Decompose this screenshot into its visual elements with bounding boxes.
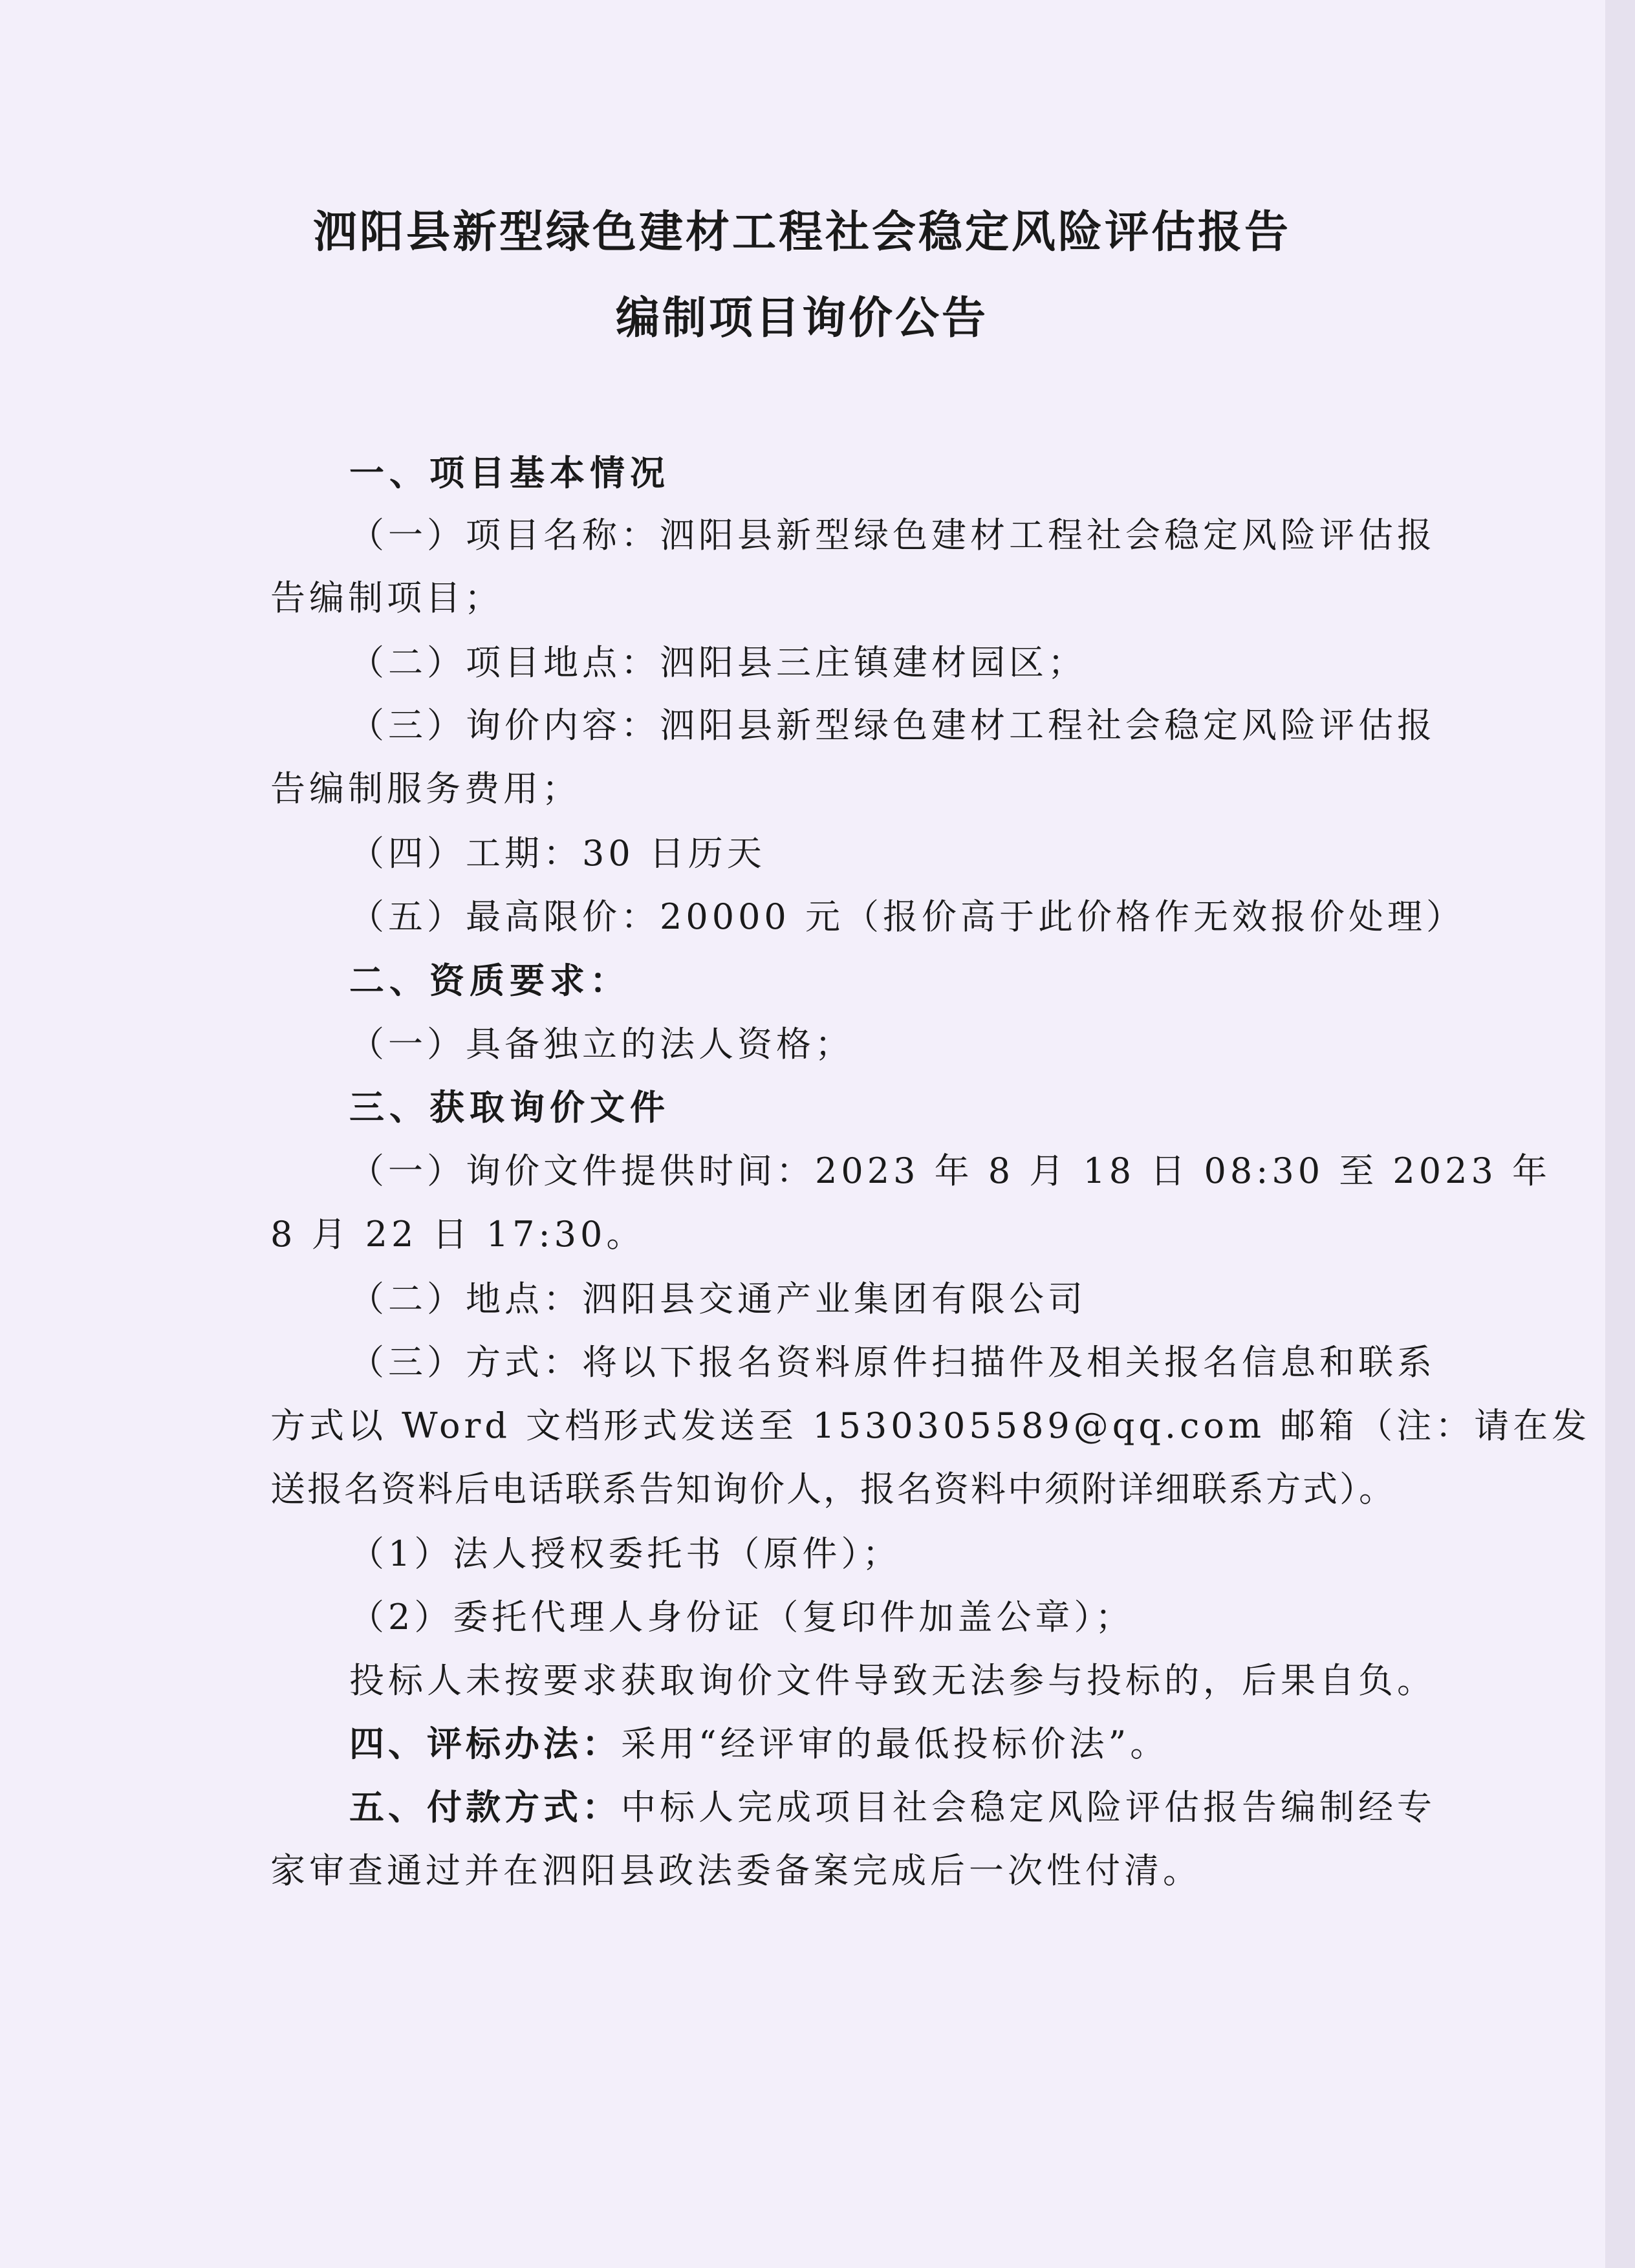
section-2-item-1: （一）具备独立的法人资格；: [349, 1024, 854, 1064]
section-4: [349, 1722, 1169, 1767]
section-1-item-3-line-2: 告编制服务费用；: [270, 768, 581, 809]
section-3-note: 投标人未按要求获取询价文件导致无法参与投标的，后果自负。: [349, 1660, 1436, 1701]
section-5-heading: 五、付款方式：: [349, 1787, 621, 1828]
section-3-doc-2: （2）委托代理人身份证（复印件加盖公章）；: [349, 1597, 1134, 1637]
section-5-text-line-2: 家审查通过并在泗阳县政法委备案完成后一次性付清。: [270, 1850, 1202, 1891]
section-4-text: 采用“经评审的最低投标价法”。: [621, 1723, 1169, 1764]
section-3-item-2: （二）地点：泗阳县交通产业集团有限公司: [349, 1279, 1087, 1319]
section-1-item-1-line-1: （一）项目名称：泗阳县新型绿色建材工程社会稳定风险评估报: [349, 515, 1436, 556]
section-3-item-1-line-2: 8 月 22 日 17:30。: [270, 1214, 645, 1255]
document-title-line-2: 编制项目询价公告: [615, 293, 988, 344]
section-2-heading: 二、资质要求：: [349, 960, 630, 1001]
section-1-item-3-line-1: （三）询价内容：泗阳县新型绿色建材工程社会稳定风险评估报: [349, 705, 1436, 746]
section-1-item-1-line-2: 告编制项目；: [270, 578, 503, 618]
section-3-item-3-line-1: （三）方式：将以下报名资料原件扫描件及相关报名信息和联系: [349, 1342, 1436, 1383]
section-1-item-2: （二）项目地点：泗阳县三庄镇建材园区；: [349, 642, 1087, 683]
section-4-heading: 四、评标办法：: [349, 1723, 621, 1764]
section-3-item-3-line-2: 方式以 Word 文档形式发送至 1530305589@qq.com 邮箱（注：请在发: [270, 1405, 1591, 1446]
section-1-item-4: （四）工期：30 日历天: [349, 833, 766, 874]
section-5: [349, 1785, 1436, 1830]
section-5-text-line-1: 中标人完成项目社会稳定风险评估报告编制经专: [621, 1787, 1436, 1828]
section-1-item-5: （五）最高限价：20000 元（报价高于此价格作无效报价处理）: [349, 896, 1465, 937]
section-3-doc-1: （1）法人授权委托书（原件）；: [349, 1533, 902, 1574]
section-3-item-1-line-1: （一）询价文件提供时间：2023 年 8 月 18 日 08:30 至 2023 年: [349, 1150, 1552, 1191]
section-3-item-3-line-3: 送报名资料后电话联系告知询价人，报名资料中须附详细联系方式）。: [270, 1469, 1396, 1509]
section-3-heading: 三、获取询价文件: [349, 1087, 670, 1128]
section-1-heading: 一、项目基本情况: [349, 453, 670, 493]
document-title-line-1: 泗阳县新型绿色建材工程社会稳定风险评估报告: [312, 207, 1291, 258]
